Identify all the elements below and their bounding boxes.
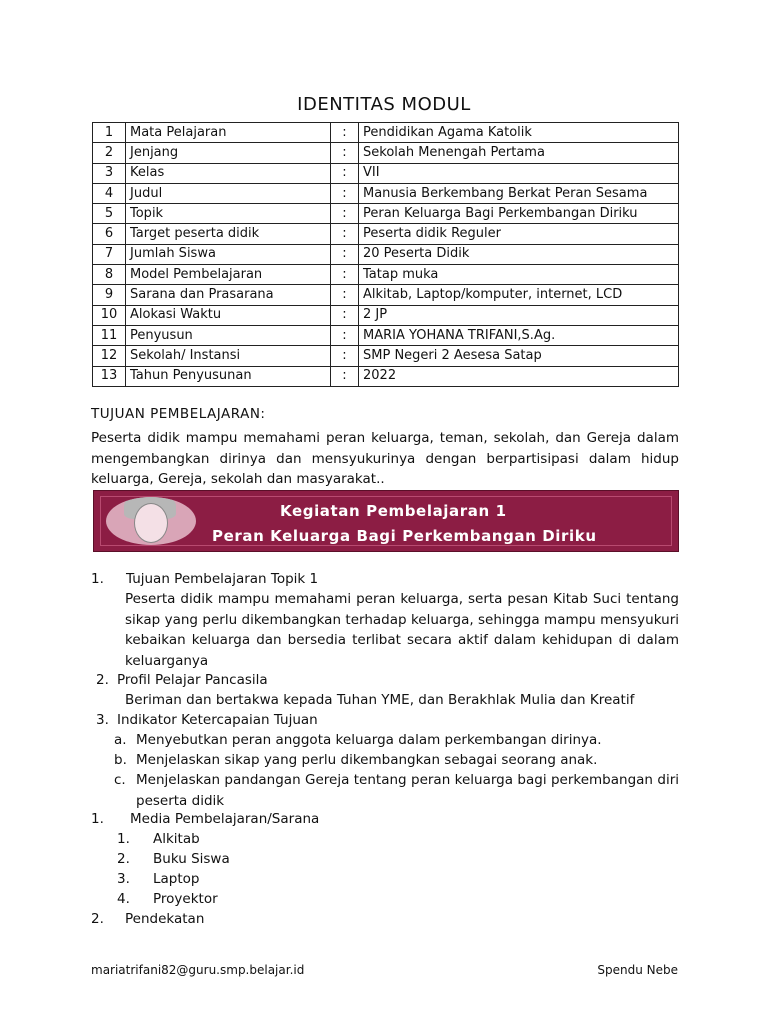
identity-row (93, 305, 679, 325)
section2-number: 2. (96, 672, 109, 688)
row-number: 10 (93, 305, 126, 325)
identity-row (93, 325, 679, 345)
row-number: 6 (93, 224, 126, 244)
row-number: 2 (93, 143, 126, 163)
row-label: Model Pembelajaran (126, 265, 331, 285)
row-separator: : (331, 204, 359, 224)
row-label: Sekolah/ Instansi (126, 346, 331, 366)
media-item-text: Buku Siswa (153, 851, 230, 867)
identity-row (93, 346, 679, 366)
indicator-text: Menyebutkan peran anggota keluarga dalam perkembangan dirinya. (136, 732, 602, 748)
row-value: Peserta didik Reguler (359, 224, 679, 244)
footer-email: mariatrifani82@guru.smp.belajar.id (91, 963, 305, 977)
row-value: Sekolah Menengah Pertama (359, 143, 679, 163)
section3-number: 3. (96, 712, 109, 728)
row-separator: : (331, 265, 359, 285)
row-label: Topik (126, 204, 331, 224)
section3-heading: Indikator Ketercapaian Tujuan (117, 712, 318, 728)
indicator-mark: a. (114, 732, 127, 748)
indicator-mark: b. (114, 752, 127, 768)
avatar-face (134, 503, 168, 543)
row-value: Alkitab, Laptop/komputer, internet, LCD (359, 285, 679, 305)
media-number: 1. (91, 811, 104, 827)
section1-number: 1. (91, 571, 104, 587)
footer-author: Spendu Nebe (597, 963, 678, 977)
row-value: MARIA YOHANA TRIFANI,S.Ag. (359, 325, 679, 345)
media-item-text: Proyektor (153, 891, 218, 907)
row-label: Kelas (126, 163, 331, 183)
identity-row (93, 366, 679, 386)
row-separator: : (331, 346, 359, 366)
row-value: Manusia Berkembang Berkat Peran Sesama (359, 183, 679, 203)
row-label: Tahun Penyusunan (126, 366, 331, 386)
indicator-text: Menjelaskan sikap yang perlu dikembangkan sebagai seorang anak. (136, 752, 598, 768)
section2-heading: Profil Pelajar Pancasila (117, 672, 268, 688)
row-number: 5 (93, 204, 126, 224)
tujuan-heading: TUJUAN PEMBELAJARAN: (91, 406, 266, 422)
row-label: Mata Pelajaran (126, 123, 331, 143)
row-number: 8 (93, 265, 126, 285)
row-value: 2 JP (359, 305, 679, 325)
row-number: 4 (93, 183, 126, 203)
identity-row (93, 265, 679, 285)
identity-row (93, 143, 679, 163)
pendekatan-number: 2. (91, 911, 104, 927)
indicator-mark: c. (114, 772, 126, 788)
page-title: IDENTITAS MODUL (297, 94, 471, 115)
identity-row (93, 183, 679, 203)
row-label: Penyusun (126, 325, 331, 345)
row-separator: : (331, 366, 359, 386)
row-label: Target peserta didik (126, 224, 331, 244)
row-number: 9 (93, 285, 126, 305)
girl-avatar-icon (106, 497, 196, 545)
row-value: 2022 (359, 366, 679, 386)
row-number: 12 (93, 346, 126, 366)
media-item-mark: 2. (117, 851, 130, 867)
row-separator: : (331, 143, 359, 163)
row-label: Sarana dan Prasarana (126, 285, 331, 305)
identity-row (93, 163, 679, 183)
row-separator: : (331, 183, 359, 203)
banner-subtitle: Peran Keluarga Bagi Perkembangan Diriku (212, 527, 597, 545)
identity-row (93, 285, 679, 305)
row-label: Jumlah Siswa (126, 244, 331, 264)
tujuan-text: Peserta didik mampu memahami peran keluarga, teman, sekolah, dan Gereja dalam mengembangkan dirinya dan mensyukurinya dengan berpartisipasi dalam hidup keluarga, Gereja, sekolah dan masyarakat.. (91, 430, 679, 487)
identity-row (93, 224, 679, 244)
media-item-mark: 4. (117, 891, 130, 907)
media-item-text: Laptop (153, 871, 200, 887)
section1-heading: Tujuan Pembelajaran Topik 1 (126, 571, 319, 587)
row-number: 13 (93, 366, 126, 386)
row-value: SMP Negeri 2 Aesesa Satap (359, 346, 679, 366)
row-label: Alokasi Waktu (126, 305, 331, 325)
banner-title: Kegiatan Pembelajaran 1 (280, 502, 507, 520)
row-separator: : (331, 325, 359, 345)
media-item-text: Alkitab (153, 831, 200, 847)
identity-table (92, 122, 679, 387)
row-value: Pendidikan Agama Katolik (359, 123, 679, 143)
row-separator: : (331, 285, 359, 305)
row-number: 11 (93, 325, 126, 345)
identity-row (93, 244, 679, 264)
row-value: Peran Keluarga Bagi Perkembangan Diriku (359, 204, 679, 224)
media-item-mark: 3. (117, 871, 130, 887)
lesson-banner (93, 490, 679, 552)
row-separator: : (331, 305, 359, 325)
section2-text: Beriman dan bertakwa kepada Tuhan YME, dan Berakhlak Mulia dan Kreatif (125, 692, 635, 708)
identity-row (93, 204, 679, 224)
row-value: 20 Peserta Didik (359, 244, 679, 264)
section1-text: Peserta didik mampu memahami peran keluarga, serta pesan Kitab Suci tentang sikap yang perlu dikembangkan terhadap keluarga, sehingga mampu mensyukuri kebaikan keluarga dan bersedia terlibat secara aktif dalam kehidupan di dalam keluarganya (125, 591, 679, 669)
row-number: 7 (93, 244, 126, 264)
row-value: VII (359, 163, 679, 183)
row-separator: : (331, 123, 359, 143)
row-separator: : (331, 224, 359, 244)
row-separator: : (331, 163, 359, 183)
row-number: 1 (93, 123, 126, 143)
indicator-text: Menjelaskan pandangan Gereja tentang peran keluarga bagi perkembangan diri peserta didik (136, 772, 679, 809)
media-item-mark: 1. (117, 831, 130, 847)
pendekatan-heading: Pendekatan (125, 911, 205, 927)
row-separator: : (331, 244, 359, 264)
row-label: Jenjang (126, 143, 331, 163)
media-heading: Media Pembelajaran/Sarana (130, 811, 320, 827)
identity-row (93, 123, 679, 143)
row-label: Judul (126, 183, 331, 203)
row-number: 3 (93, 163, 126, 183)
row-value: Tatap muka (359, 265, 679, 285)
